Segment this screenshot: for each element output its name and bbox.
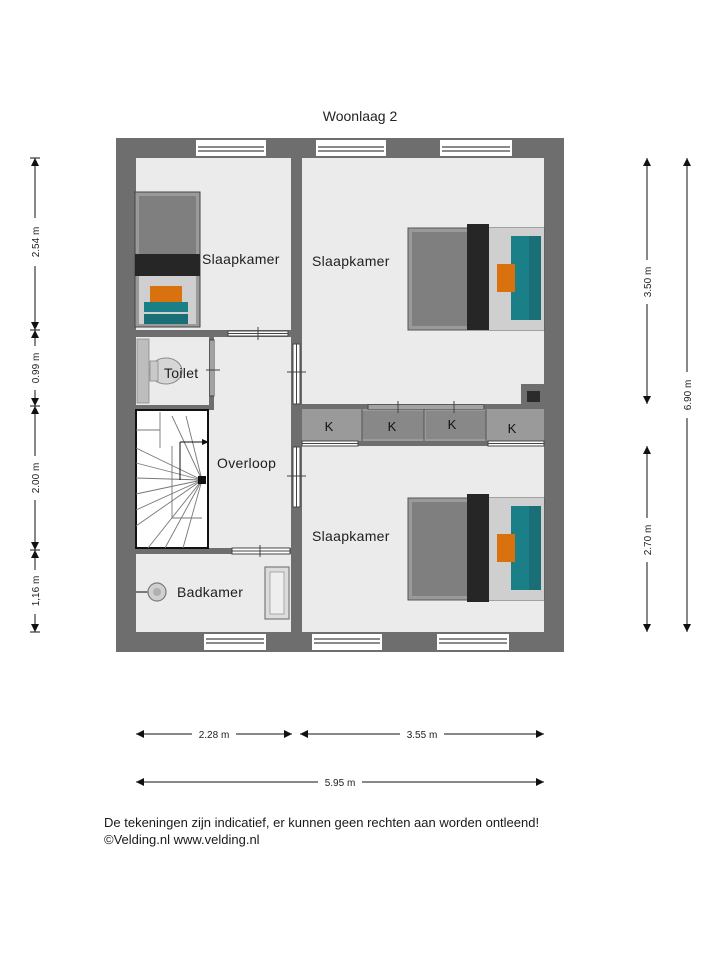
cupboard-label: K bbox=[447, 417, 457, 432]
window bbox=[316, 140, 386, 156]
dimension-label: 3.50 m bbox=[643, 266, 654, 298]
copyright-text: ©Velding.nl www.velding.nl bbox=[104, 832, 260, 847]
room-label-bathroom: Badkamer bbox=[177, 584, 244, 600]
window bbox=[312, 634, 382, 650]
dimension-label: 2.54 m bbox=[31, 226, 42, 258]
disclaimer-text: De tekeningen zijn indicatief, er kunnen geen rechten aan worden ontleend! bbox=[104, 815, 540, 830]
window bbox=[196, 140, 266, 156]
dimension-label: 3.55 m bbox=[406, 730, 438, 741]
room-label-landing: Overloop bbox=[217, 455, 277, 471]
dimension-label: 6.90 m bbox=[683, 379, 694, 411]
single-bed bbox=[135, 192, 200, 327]
dimension-label: 2.28 m bbox=[198, 730, 230, 741]
room-label-bedroom-small: Slaapkamer bbox=[202, 251, 280, 267]
room-label-bedroom-top: Slaapkamer bbox=[312, 253, 390, 269]
room-label-bedroom-bottom: Slaapkamer bbox=[312, 528, 390, 544]
landing-floor bbox=[214, 337, 291, 550]
dimensions-bottom-inner bbox=[136, 727, 544, 741]
dimension-label: 5.95 m bbox=[324, 778, 356, 789]
cupboard-label: K bbox=[507, 421, 517, 436]
dimension-bottom-total bbox=[136, 775, 544, 789]
window bbox=[440, 140, 512, 156]
dimensions-left bbox=[28, 158, 42, 632]
staircase bbox=[136, 410, 208, 548]
dimension-label: 2.70 m bbox=[643, 524, 654, 556]
window bbox=[437, 634, 509, 650]
dimensions-right-inner bbox=[640, 158, 654, 632]
window bbox=[204, 634, 266, 650]
dimension-label: 1,16 m bbox=[31, 575, 42, 607]
dimension-label: 2.00 m bbox=[31, 462, 42, 494]
floor-title: Woonlaag 2 bbox=[322, 108, 398, 124]
cupboard-label: K bbox=[324, 419, 334, 434]
dimension-label: 0.99 m bbox=[31, 352, 42, 384]
shaft-inner bbox=[527, 391, 540, 402]
double-bed-bottom bbox=[408, 494, 544, 602]
room-label-toilet: Toilet bbox=[164, 365, 199, 381]
footer bbox=[104, 814, 539, 848]
double-bed-top bbox=[408, 224, 544, 330]
cupboard-label: K bbox=[387, 419, 397, 434]
dimension-right-outer bbox=[680, 158, 694, 632]
